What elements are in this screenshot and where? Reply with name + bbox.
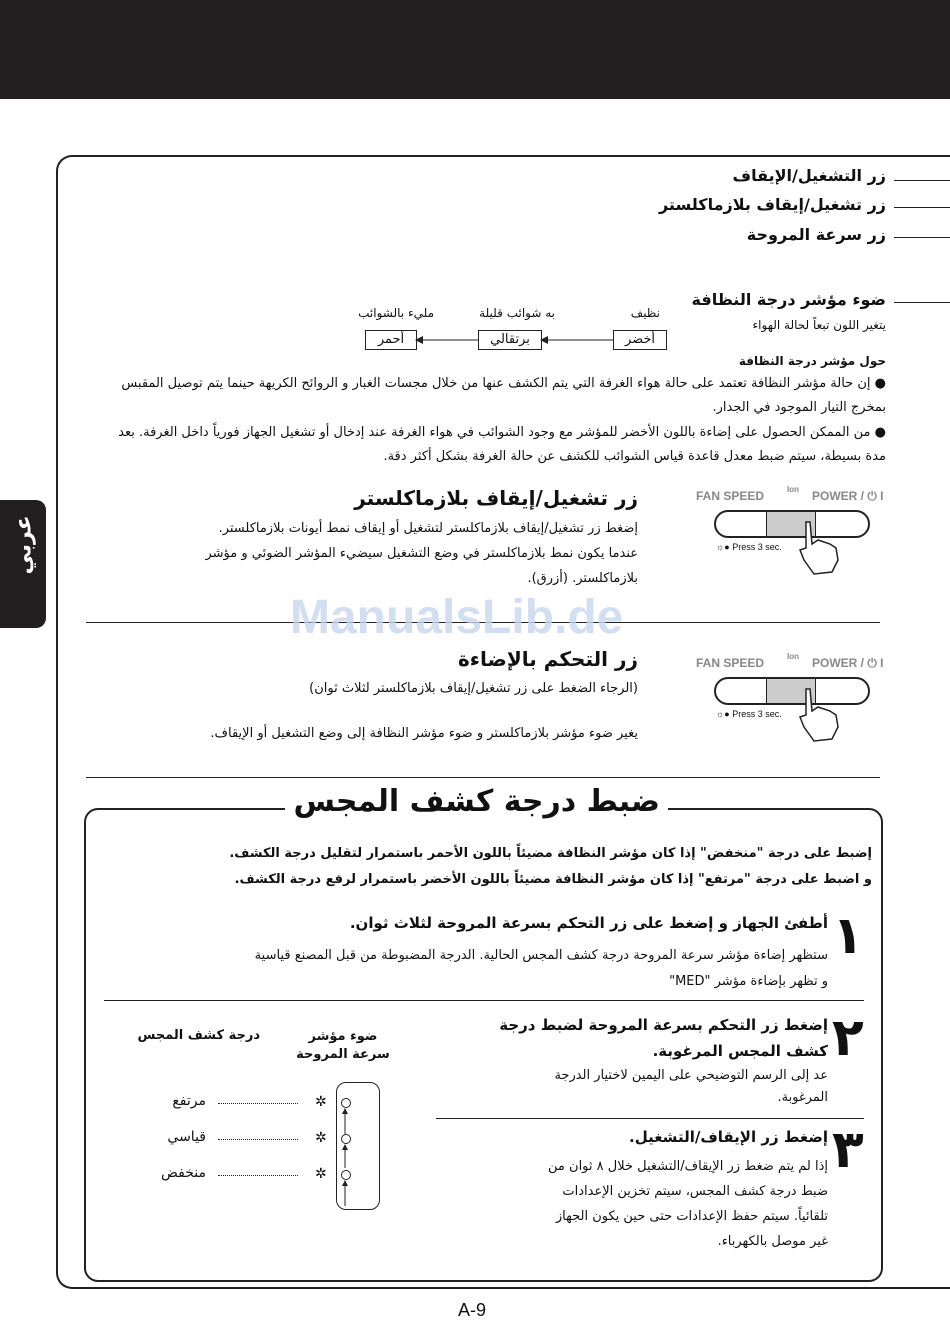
language-tab-label: عربي bbox=[11, 515, 37, 575]
sensitivity-intro-1: إضبط على درجة "منخفض" إذا كان مؤشر النظافة مضيئاً باللون الأحمر باستمرار لتقليل درجة الكشف. bbox=[229, 846, 872, 861]
panel-press-hint: ☼● Press 3 sec. bbox=[716, 709, 782, 719]
plasma-section-line-3: بلازماكلستر. (أزرق). bbox=[527, 571, 638, 586]
step-1-number: ١ bbox=[832, 906, 864, 966]
callout-line bbox=[894, 180, 950, 181]
fan-low-icon: ✲ bbox=[315, 1166, 327, 1182]
step-2-title-2: كشف المجس المرغوبة. bbox=[652, 1042, 828, 1060]
panel-power-label: POWER / ⏻ I bbox=[812, 656, 884, 670]
callout-cleanliness-sub: يتغير اللون تبعاً لحالة الهواء bbox=[752, 318, 886, 332]
panel-press-text: Press 3 sec. bbox=[732, 542, 782, 552]
level-low-label: منخفض bbox=[161, 1165, 206, 1181]
language-tab bbox=[0, 500, 46, 628]
scale-little-box: برتقالي bbox=[478, 330, 542, 350]
light-section-title: زر التحكم بالإضاءة bbox=[458, 647, 638, 671]
step-1-title: أطفئ الجهاز و إضغط على زر التحكم بسرعة المروحة لثلاث ثوان. bbox=[349, 914, 828, 932]
callout-line bbox=[894, 237, 950, 238]
about-bullet-1: ● إن حالة مؤشر النظافة تعتمد على حالة هواء الغرفة التي يتم الكشف عنها من خلال مجسات الغبار و الروائح الكريهة حينما يتم توصيل المقبس بمخرج التيار الموجود في الجدار. bbox=[121, 376, 886, 415]
light-section-line-2: يغير ضوء مؤشر بلازماكلستر و ضوء مؤشر النظافة إلى وضع التشغيل أو الإيقاف. bbox=[210, 726, 638, 741]
top-header-bar bbox=[0, 0, 950, 99]
scale-clean-label: نظيف bbox=[630, 306, 660, 320]
fan-med-icon: ✲ bbox=[315, 1130, 327, 1146]
fan-high-icon: ✲ bbox=[315, 1094, 327, 1110]
step-3-number: ٣ bbox=[832, 1120, 864, 1180]
level-arrows bbox=[340, 1106, 350, 1206]
scale-little-label: به شوائب قليلة bbox=[479, 306, 555, 320]
callout-fan-speed: زر سرعة المروحة bbox=[746, 225, 886, 244]
step-2-title-1: إضغط زر التحكم بسرعة المروحة لضبط درجة bbox=[499, 1016, 828, 1034]
light-section-line-1: (الرجاء الضغط على زر تشغيل/إيقاف بلازماكلستر لثلاث ثوان) bbox=[309, 681, 638, 696]
step-3-title: إضغط زر الإيقاف/التشغيل. bbox=[629, 1128, 828, 1146]
panel-press-hint: ☼● Press 3 sec. bbox=[716, 542, 782, 552]
plasma-section-title: زر تشغيل/إيقاف بلازماكلستر bbox=[354, 486, 638, 510]
step-2-body-1: عد إلى الرسم التوضيحي على اليمين لاختيار الدرجة bbox=[554, 1068, 828, 1083]
level-leader bbox=[218, 1139, 298, 1140]
divider bbox=[86, 777, 880, 778]
sensitivity-intro-2: و اضبط على درجة "مرتفع" إذا كان مؤشر النظافة مضيئاً باللون الأخضر باستمرار لرفع درجة الكشف. bbox=[234, 872, 872, 887]
divider bbox=[436, 1118, 864, 1119]
panel-ion-label: Ion bbox=[787, 485, 799, 494]
panel-fan-speed-label: FAN SPEED bbox=[696, 489, 765, 503]
level-high-label: مرتفع bbox=[172, 1093, 206, 1109]
about-bullet-1-text: إن حالة مؤشر النظافة تعتمد على حالة هواء الغرفة التي يتم الكشف عنها من خلال مجسات الغبار و الروائح الكريهة حينما يتم توصيل المقبس بمخرج التيار الموجود في الجدار. bbox=[121, 376, 886, 415]
callout-line bbox=[894, 302, 950, 303]
step-3-body-3: تلقائياً. سيتم حفظ الإعدادات حتى حين يكون الجهاز bbox=[555, 1209, 828, 1224]
watermark: ManualsLib.de bbox=[290, 591, 624, 644]
level-standard-label: قياسي bbox=[167, 1129, 206, 1145]
about-bullet-2: ● من الممكن الحصول على إضاءة باللون الأخضر للمؤشر مع وجود الشوائب في هواء الغرفة عند إدخال أو تشغيل الجهاز فورياً داخل الغرفة. بعد مدة بسيطة، سيتم ضبط معدل قاعدة قياس الشوائب للكشف عن حالة الغرفة بشكل أكثر دقة. bbox=[118, 425, 886, 464]
step-1-body-2: و تظهر بإضاءة مؤشر "MED" bbox=[669, 974, 828, 989]
panel-ion-label: Ion bbox=[787, 652, 799, 661]
step-3-body-2: ضبط درجة كشف المجس، سيتم تخزين الإعدادات bbox=[562, 1184, 828, 1199]
step-3-body-1: إذا لم يتم ضغط زر الإيقاف/التشغيل خلال ٨ ثوان من bbox=[548, 1159, 828, 1174]
about-heading: حول مؤشر درجة النظافة bbox=[738, 354, 886, 368]
divider bbox=[104, 1000, 864, 1001]
pointing-hand-icon bbox=[796, 520, 844, 576]
scale-arrows bbox=[415, 332, 615, 348]
step-2-number: ٢ bbox=[832, 1008, 864, 1068]
table-header-sensitivity: درجة كشف المجس bbox=[137, 1028, 260, 1043]
callout-power: زر التشغيل/الإيقاف bbox=[732, 166, 886, 185]
plasma-section-line-2: عندما يكون نمط بلازماكلستر في وضع التشغيل سيضيء المؤشر الضوئي و مؤشر bbox=[205, 546, 638, 561]
scale-dirty-box: أحمر bbox=[365, 330, 417, 350]
level-leader bbox=[218, 1175, 298, 1176]
panel-fan-speed-label: FAN SPEED bbox=[696, 656, 765, 670]
level-leader bbox=[218, 1103, 298, 1104]
step-3-body-4: غير موصل بالكهرباء. bbox=[717, 1234, 828, 1249]
callout-plasmacluster: زر تشغيل/إيقاف بلازماكلستر bbox=[658, 195, 886, 214]
pointing-hand-icon bbox=[796, 687, 844, 743]
panel-power-label: POWER / ⏻ I bbox=[812, 489, 884, 503]
panel-press-text: Press 3 sec. bbox=[732, 709, 782, 719]
about-bullet-2-text: من الممكن الحصول على إضاءة باللون الأخضر للمؤشر مع وجود الشوائب في هواء الغرفة عند إدخال أو تشغيل الجهاز فورياً داخل الغرفة. بعد مدة بسيطة، سيتم ضبط معدل قاعدة قياس الشوائب للكشف عن حالة الغرفة بشكل أكثر دقة. bbox=[118, 425, 886, 464]
sensitivity-title: ضبط درجة كشف المجس bbox=[285, 784, 668, 819]
page-number: A-9 bbox=[458, 1300, 487, 1320]
plasma-section-line-1: إضغط زر تشغيل/إيقاف بلازماكلستر لتشغيل أو إيقاف نمط أيونات بلازماكلستر. bbox=[218, 521, 638, 536]
table-header-fan-indicator: ضوء مؤشر سرعة المروحة bbox=[296, 1029, 390, 1062]
scale-dirty-label: مليء بالشوائب bbox=[358, 306, 434, 320]
callout-cleanliness: ضوء مؤشر درجة النظافة bbox=[691, 290, 886, 309]
step-1-body-1: ستظهر إضاءة مؤشر سرعة المروحة درجة كشف المجس الحالية. الدرجة المضبوطة من قبل المصنع قياسية bbox=[254, 948, 828, 963]
callout-line bbox=[894, 207, 950, 208]
step-2-body-2: المرغوبة. bbox=[777, 1090, 828, 1105]
scale-clean-box: أخضر bbox=[613, 330, 667, 350]
